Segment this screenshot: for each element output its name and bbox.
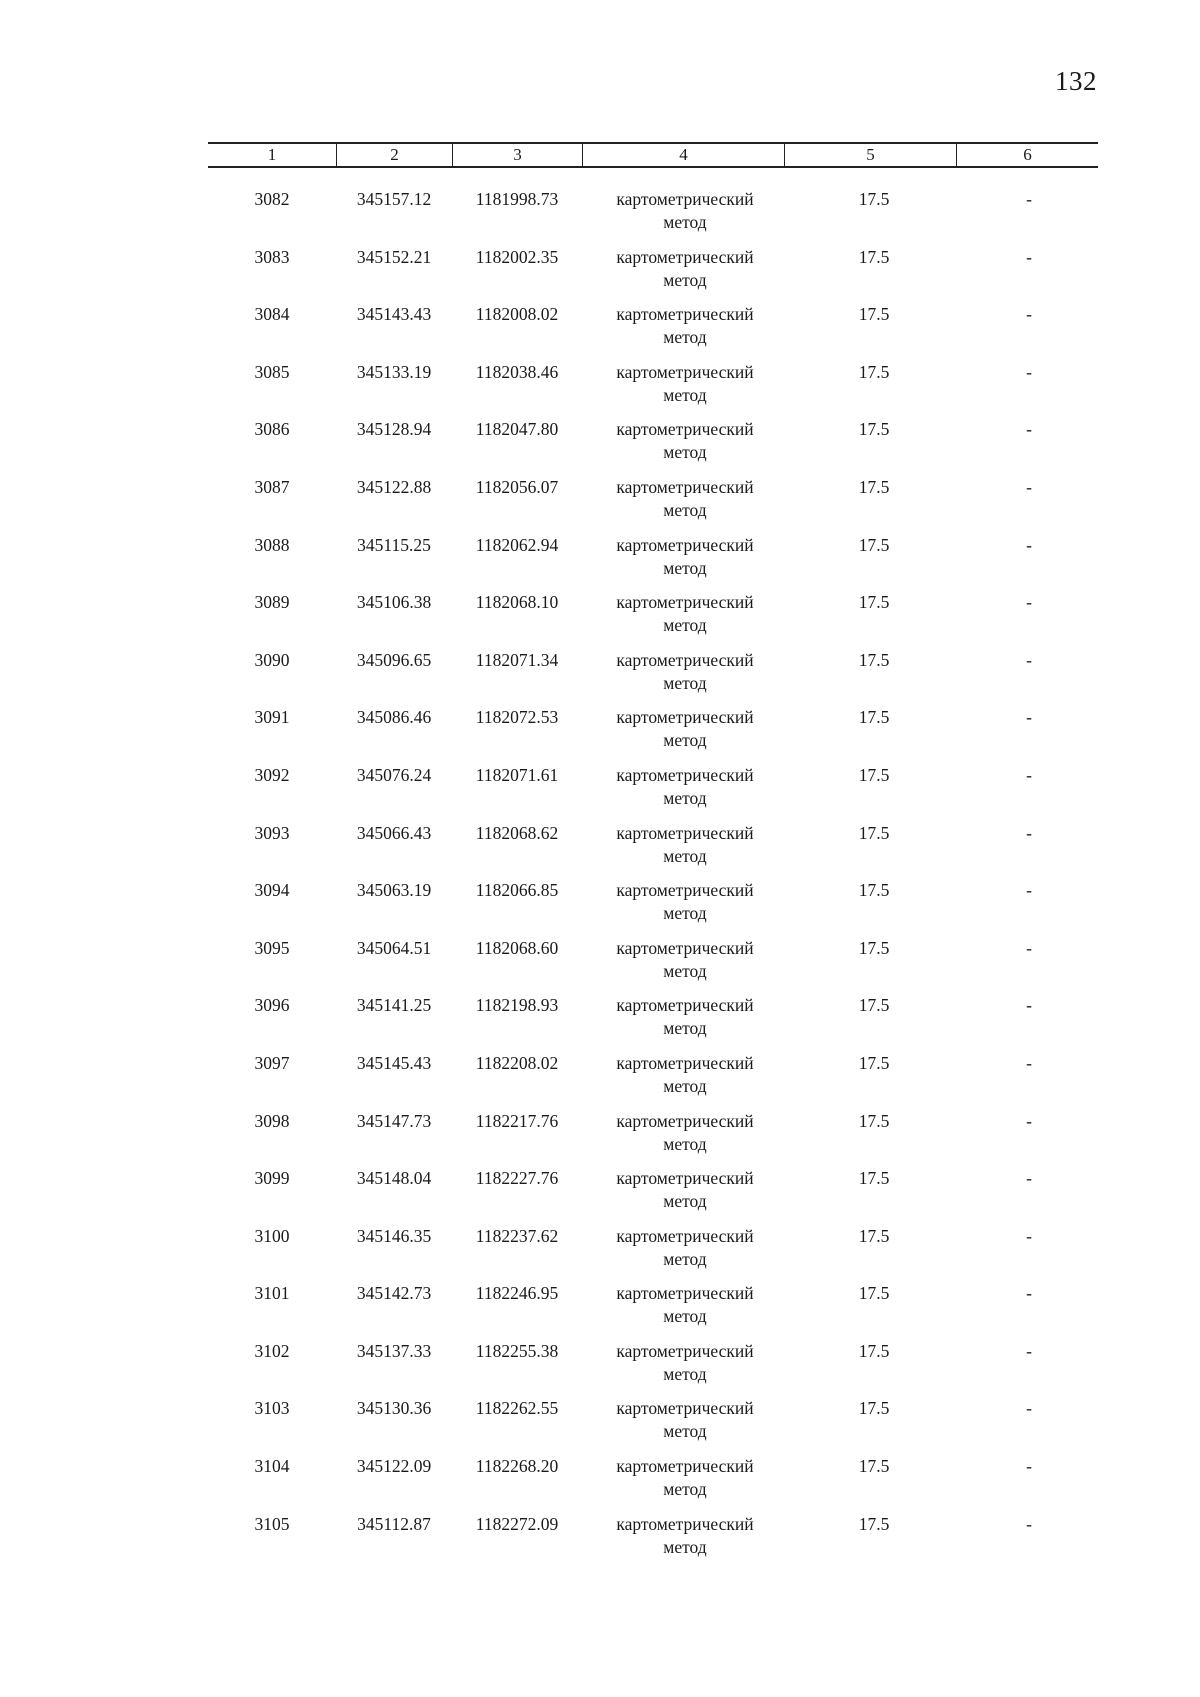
coordinates-table-body [208,184,1098,1566]
method-line-2: метод [663,499,707,520]
note-cell: - [1026,419,1032,440]
y-coordinate-cell: 1182268.20 [475,1456,559,1477]
y-coordinate-cell: 1182068.60 [475,937,559,958]
table-row [208,587,1098,645]
accuracy-cell: 17.5 [858,476,890,497]
table-row [208,1163,1098,1221]
method-line-1: картометрический [616,419,754,440]
point-number-cell: 3083 [254,246,290,267]
note-cell: - [1026,707,1032,728]
method-cell [582,1340,788,1386]
accuracy-cell: 17.5 [858,419,890,440]
column-header: 2 [336,144,452,166]
method-cell [582,764,788,810]
method-line-1: картометрический [616,764,754,785]
x-coordinate-cell: 345066.43 [356,822,432,843]
x-coordinate-cell: 345148.04 [356,1168,432,1189]
method-line-2: метод [663,672,707,693]
note-cell: - [1026,592,1032,613]
point-number-cell: 3100 [254,1225,290,1246]
method-line-2: метод [663,327,707,348]
note-cell: - [1026,649,1032,670]
x-coordinate-cell: 345143.43 [356,304,432,325]
x-coordinate-cell: 345122.09 [356,1456,432,1477]
accuracy-cell: 17.5 [858,592,890,613]
note-cell: - [1026,361,1032,382]
y-coordinate-cell: 1182068.10 [475,592,559,613]
note-cell: - [1026,189,1032,209]
point-number-cell: 3085 [254,361,290,382]
method-cell [582,1052,788,1098]
note-cell: - [1026,822,1032,843]
method-cell [582,1110,788,1156]
y-coordinate-cell: 1182227.76 [475,1168,559,1189]
column-header: 4 [582,144,784,166]
table-row [208,1393,1098,1451]
accuracy-cell: 17.5 [858,1398,890,1419]
method-line-1: картометрический [616,1398,754,1419]
method-line-1: картометрический [616,189,754,209]
page-number: 132 [1055,66,1097,96]
method-line-2: метод [663,1248,707,1269]
method-cell [582,649,788,695]
accuracy-cell: 17.5 [858,189,890,209]
x-coordinate-cell: 345152.21 [356,246,432,267]
y-coordinate-cell: 1182002.35 [475,246,559,267]
note-cell: - [1026,764,1032,785]
method-line-2: метод [663,384,707,405]
method-line-1: картометрический [616,1110,754,1131]
note-cell: - [1026,476,1032,497]
accuracy-cell: 17.5 [858,1283,890,1304]
table-row [208,933,1098,991]
y-coordinate-cell: 1182047.80 [475,419,559,440]
accuracy-cell: 17.5 [858,361,890,382]
accuracy-cell: 17.5 [858,764,890,785]
y-coordinate-cell: 1182071.34 [475,649,559,670]
method-line-2: метод [663,442,707,463]
point-number-cell: 3091 [254,707,290,728]
note-cell: - [1026,1110,1032,1131]
point-number-cell: 3103 [254,1398,290,1419]
method-line-1: картометрический [616,1225,754,1246]
x-coordinate-cell: 345122.88 [356,476,432,497]
point-number-cell: 3101 [254,1283,290,1304]
point-number-cell: 3092 [254,764,290,785]
method-line-2: метод [663,212,707,232]
method-line-1: картометрический [616,649,754,670]
x-coordinate-cell: 345137.33 [356,1340,432,1361]
accuracy-cell: 17.5 [858,1110,890,1131]
table-row [208,1278,1098,1336]
y-coordinate-cell: 1182246.95 [475,1283,559,1304]
x-coordinate-cell: 345128.94 [356,419,432,440]
table-row [208,1221,1098,1279]
table-row [208,875,1098,933]
x-coordinate-cell: 345096.65 [356,649,432,670]
method-line-2: метод [663,1133,707,1154]
method-cell [582,591,788,637]
method-line-1: картометрический [616,995,754,1016]
table-row [208,1451,1098,1509]
y-coordinate-cell: 1182208.02 [475,1052,559,1073]
y-coordinate-cell: 1182272.09 [475,1513,559,1534]
table-row [208,242,1098,300]
point-number-cell: 3096 [254,995,290,1016]
point-number-cell: 3087 [254,476,290,497]
note-cell: - [1026,1052,1032,1073]
table-row [208,1509,1098,1567]
x-coordinate-cell: 345086.46 [356,707,432,728]
note-cell: - [1026,1168,1032,1189]
method-line-2: метод [663,1536,707,1557]
method-line-1: картометрический [616,246,754,267]
method-cell [582,246,788,292]
point-number-cell: 3089 [254,592,290,613]
note-cell: - [1026,534,1032,555]
x-coordinate-cell: 345130.36 [356,1398,432,1419]
note-cell: - [1026,1513,1032,1534]
accuracy-cell: 17.5 [858,246,890,267]
method-line-2: метод [663,1363,707,1384]
method-cell [582,937,788,983]
point-number-cell: 3102 [254,1340,290,1361]
note-cell: - [1026,1225,1032,1246]
table-row [208,184,1098,242]
table-row [208,702,1098,760]
note-cell: - [1026,1340,1032,1361]
note-cell: - [1026,304,1032,325]
accuracy-cell: 17.5 [858,1052,890,1073]
method-line-1: картометрический [616,937,754,958]
y-coordinate-cell: 1182072.53 [475,707,559,728]
method-line-2: метод [663,1191,707,1212]
method-cell [582,994,788,1040]
method-cell [582,706,788,752]
table-row [208,414,1098,472]
y-coordinate-cell: 1182066.85 [475,880,559,901]
y-coordinate-cell: 1182262.55 [475,1398,559,1419]
method-line-1: картометрический [616,1340,754,1361]
point-number-cell: 3084 [254,304,290,325]
note-cell: - [1026,1283,1032,1304]
method-line-2: метод [663,1018,707,1039]
x-coordinate-cell: 345147.73 [356,1110,432,1131]
accuracy-cell: 17.5 [858,1168,890,1189]
y-coordinate-cell: 1181998.73 [475,189,559,209]
method-cell [582,822,788,868]
point-number-cell: 3099 [254,1168,290,1189]
table-row [208,299,1098,357]
accuracy-cell: 17.5 [858,707,890,728]
method-cell [582,534,788,580]
method-line-1: картометрический [616,361,754,382]
method-line-2: метод [663,557,707,578]
point-number-cell: 3082 [254,189,290,209]
method-cell [582,879,788,925]
method-line-2: метод [663,1421,707,1442]
method-line-2: метод [663,1075,707,1096]
y-coordinate-cell: 1182062.94 [475,534,559,555]
y-coordinate-cell: 1182255.38 [475,1340,559,1361]
y-coordinate-cell: 1182071.61 [475,764,559,785]
column-header: 3 [452,144,582,166]
accuracy-cell: 17.5 [858,1513,890,1534]
x-coordinate-cell: 345063.19 [356,880,432,901]
method-cell [582,361,788,407]
method-cell [582,188,788,234]
method-line-2: метод [663,615,707,636]
accuracy-cell: 17.5 [858,1340,890,1361]
point-number-cell: 3086 [254,419,290,440]
method-cell [582,1513,788,1559]
y-coordinate-cell: 1182217.76 [475,1110,559,1131]
point-number-cell: 3088 [254,534,290,555]
method-line-1: картометрический [616,1513,754,1534]
method-line-1: картометрический [616,592,754,613]
table-row [208,760,1098,818]
table-row [208,472,1098,530]
method-line-2: метод [663,730,707,751]
y-coordinate-cell: 1182198.93 [475,995,559,1016]
method-line-1: картометрический [616,880,754,901]
point-number-cell: 3097 [254,1052,290,1073]
accuracy-cell: 17.5 [858,534,890,555]
x-coordinate-cell: 345142.73 [356,1283,432,1304]
method-cell [582,1455,788,1501]
method-line-2: метод [663,787,707,808]
y-coordinate-cell: 1182068.62 [475,822,559,843]
method-line-1: картометрический [616,1052,754,1073]
note-cell: - [1026,937,1032,958]
point-number-cell: 3094 [254,880,290,901]
x-coordinate-cell: 345064.51 [356,937,432,958]
table-row [208,645,1098,703]
table-row [208,1106,1098,1164]
method-line-1: картометрический [616,1456,754,1477]
table-row [208,530,1098,588]
x-coordinate-cell: 345146.35 [356,1225,432,1246]
note-cell: - [1026,1456,1032,1477]
point-number-cell: 3098 [254,1110,290,1131]
method-cell [582,1397,788,1443]
point-number-cell: 3093 [254,822,290,843]
table-row [208,357,1098,415]
method-line-2: метод [663,269,707,290]
x-coordinate-cell: 345145.43 [356,1052,432,1073]
point-number-cell: 3104 [254,1456,290,1477]
x-coordinate-cell: 345112.87 [357,1513,431,1534]
point-number-cell: 3090 [254,649,290,670]
point-number-cell: 3095 [254,937,290,958]
x-coordinate-cell: 345076.24 [356,764,432,785]
method-line-1: картометрический [616,822,754,843]
x-coordinate-cell: 345157.12 [356,189,432,209]
accuracy-cell: 17.5 [858,649,890,670]
x-coordinate-cell: 345141.25 [356,995,432,1016]
method-cell [582,303,788,349]
method-line-2: метод [663,1306,707,1327]
accuracy-cell: 17.5 [858,304,890,325]
accuracy-cell: 17.5 [858,937,890,958]
accuracy-cell: 17.5 [858,1225,890,1246]
method-line-1: картометрический [616,304,754,325]
column-header: 1 [267,145,277,164]
x-coordinate-cell: 345106.38 [356,592,432,613]
accuracy-cell: 17.5 [858,1456,890,1477]
method-line-2: метод [663,845,707,866]
method-line-2: метод [663,903,707,924]
note-cell: - [1026,1398,1032,1419]
table-row [208,818,1098,876]
method-cell [582,418,788,464]
method-cell [582,476,788,522]
note-cell: - [1026,880,1032,901]
method-line-1: картометрический [616,1168,754,1189]
accuracy-cell: 17.5 [858,880,890,901]
x-coordinate-cell: 345115.25 [357,534,431,555]
table-row [208,1048,1098,1106]
table-row [208,1336,1098,1394]
method-line-2: метод [663,1479,707,1500]
method-line-1: картометрический [616,534,754,555]
y-coordinate-cell: 1182056.07 [475,476,559,497]
column-header: 5 [784,144,956,166]
accuracy-cell: 17.5 [858,995,890,1016]
note-cell: - [1026,995,1032,1016]
y-coordinate-cell: 1182237.62 [475,1225,559,1246]
table-row [208,990,1098,1048]
column-header-row [208,142,1098,168]
method-cell [582,1282,788,1328]
method-cell [582,1167,788,1213]
method-line-1: картометрический [616,1283,754,1304]
accuracy-cell: 17.5 [858,822,890,843]
method-line-2: метод [663,960,707,981]
column-header: 6 [956,144,1098,166]
method-cell [582,1225,788,1271]
y-coordinate-cell: 1182008.02 [475,304,559,325]
point-number-cell: 3105 [254,1513,290,1534]
method-line-1: картометрический [616,476,754,497]
x-coordinate-cell: 345133.19 [356,361,432,382]
y-coordinate-cell: 1182038.46 [475,361,559,382]
note-cell: - [1026,246,1032,267]
method-line-1: картометрический [616,707,754,728]
